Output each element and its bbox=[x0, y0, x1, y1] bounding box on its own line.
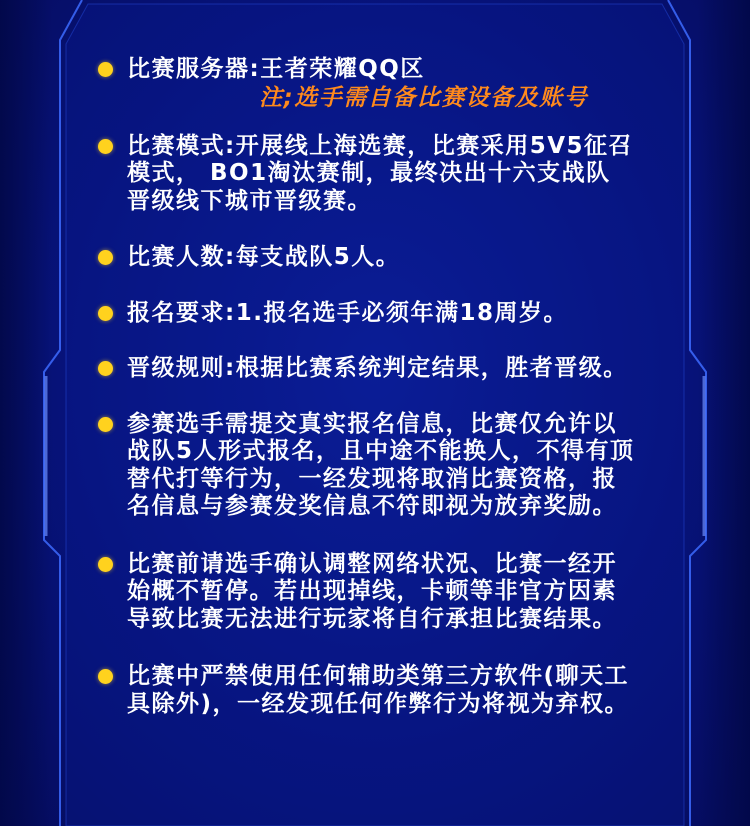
rule-text: 晋级规则:根据比赛系统判定结果，胜者晋级。 bbox=[127, 355, 628, 381]
bullet-dot bbox=[98, 417, 113, 432]
rule-text: 比赛中严禁使用任何辅助类第三方软件(聊天工具除外)，一经发现任何作弊行为将视为弃权。 bbox=[127, 663, 630, 717]
rule-item-mode bbox=[95, 133, 635, 216]
rule-item-requirement bbox=[95, 300, 635, 328]
rule-item-network bbox=[95, 551, 635, 634]
bullet-dot bbox=[98, 306, 113, 321]
bullet-dot bbox=[98, 669, 113, 684]
rule-text: 参赛选手需提交真实报名信息，比赛仅允许以战队5人形式报名，且中途不能换人，不得有顶替代打等行为，一经发现将取消比赛资格，报名信息与参赛发奖信息不符即视为放弃奖励。 bbox=[127, 410, 635, 519]
rule-item-team-size bbox=[95, 244, 635, 272]
rule-item-registration-info bbox=[95, 411, 635, 521]
rules-list bbox=[95, 56, 635, 718]
rule-item-server bbox=[95, 56, 635, 113]
rule-text: 报名要求:1.报名选手必须年满18周岁。 bbox=[127, 299, 568, 326]
rule-item-anti-cheat bbox=[95, 663, 635, 718]
bullet-dot bbox=[98, 361, 113, 376]
rule-note: 注;选手需自备比赛设备及账号 bbox=[259, 84, 589, 111]
rule-text: 比赛人数:每支战队5人。 bbox=[127, 244, 401, 270]
bullet-dot bbox=[98, 62, 113, 77]
rule-item-advance bbox=[95, 355, 635, 383]
bullet-dot bbox=[98, 250, 113, 265]
rule-text: 比赛模式:开展线上海选赛，比赛采用5V5征召模式， BO1淘汰赛制，最终决出十六支战队晋级线下城市晋级赛。 bbox=[127, 132, 634, 214]
bullet-dot bbox=[98, 139, 113, 154]
rule-text: 比赛前请选手确认调整网络状况、比赛一经开始概不暂停。若出现掉线，卡顿等非官方因素导致比赛无法进行玩家将自行承担比赛结果。 bbox=[127, 550, 617, 632]
rule-text: 比赛服务器:王者荣耀QQ区 bbox=[127, 56, 425, 82]
bullet-dot bbox=[98, 557, 113, 572]
